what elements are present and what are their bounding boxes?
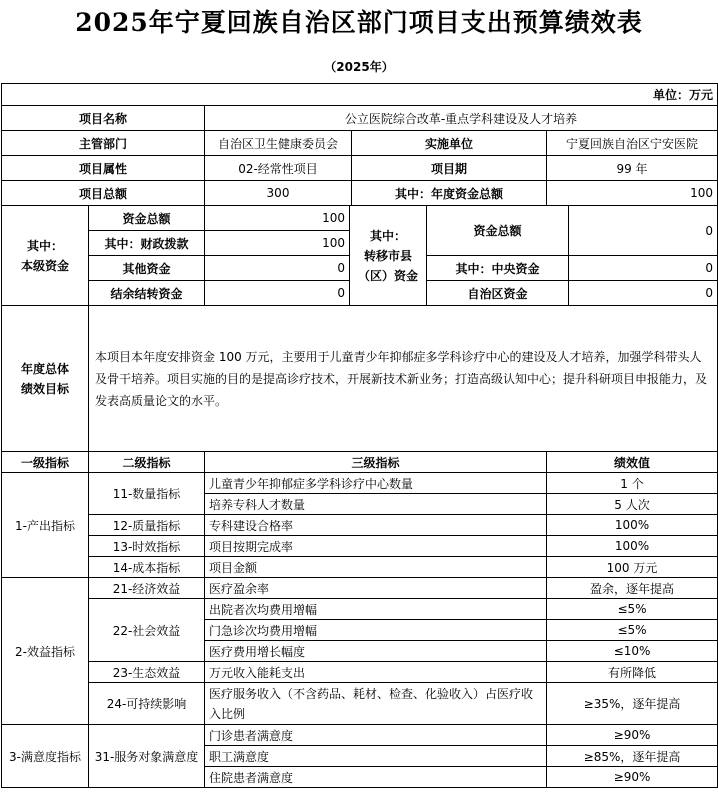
value-period: 99 年 xyxy=(547,156,718,181)
indicator-level1: 3-满意度指标 xyxy=(2,725,89,788)
value-tr-central: 0 xyxy=(569,256,718,281)
value-dept: 自治区卫生健康委员会 xyxy=(205,131,352,156)
indicator-value: 有所降低 xyxy=(547,662,718,683)
value-own-fiscal: 100 xyxy=(205,231,350,256)
indicator-level3: 培养专科人才数量 xyxy=(205,494,547,515)
indicator-value: 100% xyxy=(547,536,718,557)
header-level1: 一级指标 xyxy=(2,452,89,473)
value-tr-total: 0 xyxy=(569,206,718,256)
label-own-other: 其他资金 xyxy=(89,256,205,281)
indicator-level1: 1-产出指标 xyxy=(2,473,89,578)
indicator-value: ≥90% xyxy=(547,767,718,788)
value-goal: 本项目本年度安排资金 100 万元，主要用于儿童青少年抑郁症多学科诊疗中心的建设及人才培养，加强学科带头人及骨干培养。项目实施的目的是提高诊疗技术，开展新技术新业务；打造高级认知中心；提升科研项目申报能力，及发表高质量论文的水平。 xyxy=(89,306,718,452)
indicator-level3: 医疗服务收入（不含药品、耗材、检查、化验收入）占医疗收入比例 xyxy=(205,683,547,725)
value-attr: 02-经常性项目 xyxy=(205,156,352,181)
indicator-level2: 22-社会效益 xyxy=(89,599,205,662)
indicator-level3: 专科建设合格率 xyxy=(205,515,547,536)
label-attr: 项目属性 xyxy=(2,156,205,181)
label-period: 项目期 xyxy=(352,156,547,181)
indicator-value: ≤10% xyxy=(547,641,718,662)
indicator-level3: 医疗盈余率 xyxy=(205,578,547,599)
indicator-value: ≥35%，逐年提高 xyxy=(547,683,718,725)
label-own-total: 资金总额 xyxy=(89,206,205,231)
indicator-level3: 项目金额 xyxy=(205,557,547,578)
unit-label: 单位：万元 xyxy=(2,84,718,106)
page-subtitle: （2025年） xyxy=(324,60,394,74)
indicator-level3: 万元收入能耗支出 xyxy=(205,662,547,683)
label-total: 项目总额 xyxy=(2,181,205,206)
indicator-level2: 31-服务对象满意度 xyxy=(89,725,205,788)
indicator-level1: 2-效益指标 xyxy=(2,578,89,725)
indicator-level2: 14-成本指标 xyxy=(89,557,205,578)
indicator-level3: 儿童青少年抑郁症多学科诊疗中心数量 xyxy=(205,473,547,494)
value-own-other: 0 xyxy=(205,256,350,281)
indicator-value: ≤5% xyxy=(547,620,718,641)
value-impl-unit: 宁夏回族自治区宁安医院 xyxy=(547,131,718,156)
performance-table xyxy=(1,83,718,788)
label-own-carry: 结余结转资金 xyxy=(89,281,205,306)
label-tr-central: 其中：中央资金 xyxy=(427,256,569,281)
label-annual-total: 其中：年度资金总额 xyxy=(352,181,547,206)
indicator-value: 盈余，逐年提高 xyxy=(547,578,718,599)
indicator-value: 100 万元 xyxy=(547,557,718,578)
indicator-level3: 住院患者满意度 xyxy=(205,767,547,788)
indicator-level3: 项目按期完成率 xyxy=(205,536,547,557)
value-own-total: 100 xyxy=(205,206,350,231)
label-project-name: 项目名称 xyxy=(2,106,205,131)
indicator-level3: 医疗费用增长幅度 xyxy=(205,641,547,662)
label-goal: 年度总体 绩效目标 xyxy=(2,306,89,452)
indicator-level2: 13-时效指标 xyxy=(89,536,205,557)
indicator-value: ≤5% xyxy=(547,599,718,620)
label-dept: 主管部门 xyxy=(2,131,205,156)
page-title: 2025年宁夏回族自治区部门项目支出预算绩效表 xyxy=(75,8,643,37)
indicator-value: 1 个 xyxy=(547,473,718,494)
label-tr-total: 资金总额 xyxy=(427,206,569,256)
indicator-level3: 门诊患者满意度 xyxy=(205,725,547,746)
value-project-name: 公立医院综合改革-重点学科建设及人才培养 xyxy=(205,106,718,131)
value-tr-region: 0 xyxy=(569,281,718,306)
indicator-level2: 11-数量指标 xyxy=(89,473,205,515)
indicator-value: ≥85%，逐年提高 xyxy=(547,746,718,767)
header-value: 绩效值 xyxy=(547,452,718,473)
value-own-carry: 0 xyxy=(205,281,350,306)
indicator-level2: 12-质量指标 xyxy=(89,515,205,536)
indicator-level2: 21-经济效益 xyxy=(89,578,205,599)
indicator-level3: 出院者次均费用增幅 xyxy=(205,599,547,620)
indicator-value: 5 人次 xyxy=(547,494,718,515)
value-annual-total: 100 xyxy=(547,181,718,206)
indicator-level2: 23-生态效益 xyxy=(89,662,205,683)
label-impl-unit: 实施单位 xyxy=(352,131,547,156)
indicator-level2: 24-可持续影响 xyxy=(89,683,205,725)
label-own-funds: 其中： 本级资金 xyxy=(2,206,89,306)
label-tr-region: 自治区资金 xyxy=(427,281,569,306)
header-level3: 三级指标 xyxy=(205,452,547,473)
value-total: 300 xyxy=(205,181,352,206)
label-transfer: 其中： 转移市县 （区）资金 xyxy=(350,206,427,306)
indicator-value: ≥90% xyxy=(547,725,718,746)
header-level2: 二级指标 xyxy=(89,452,205,473)
label-own-fiscal: 其中：财政拨款 xyxy=(89,231,205,256)
indicator-level3: 门急诊次均费用增幅 xyxy=(205,620,547,641)
indicator-value: 100% xyxy=(547,515,718,536)
indicator-level3: 职工满意度 xyxy=(205,746,547,767)
